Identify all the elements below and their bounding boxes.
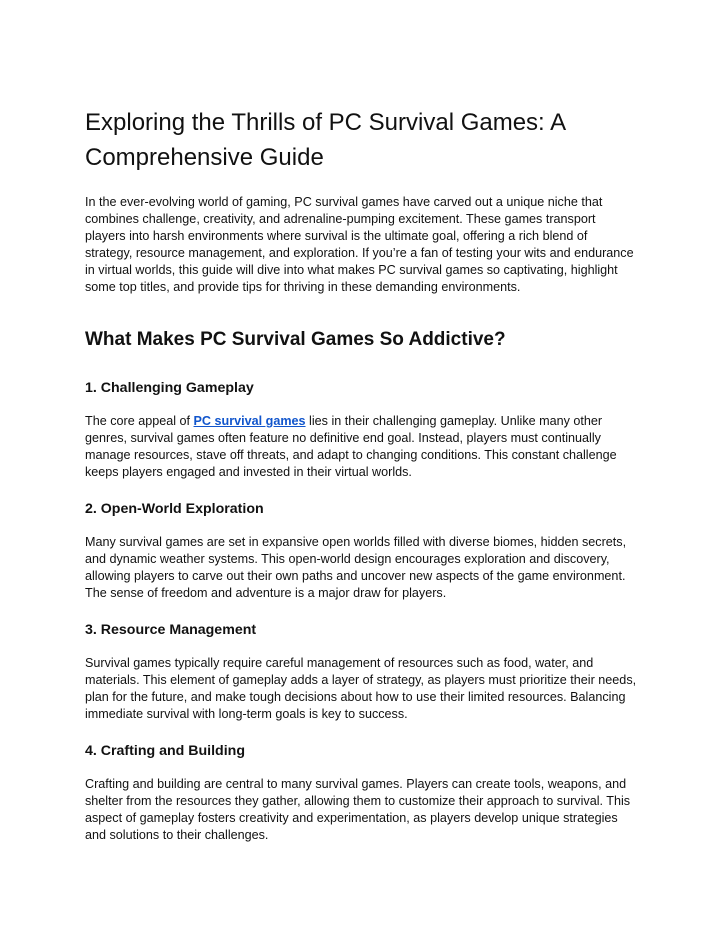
pc-survival-games-link[interactable]: PC survival games [193,414,306,428]
paragraph-crafting-and-building: Crafting and building are central to many survival games. Players can create tools, weapons, and shelter from the resources they gather, allowing them to customize their approach to survival. This aspect of gameplay fosters creativity and experimentation, as players develop unique strategies and solutions to their challenges. [85,777,631,842]
subsection-heading-crafting-and-building: 4. Crafting and Building [85,743,245,759]
subsection-heading-open-world-exploration: 2. Open-World Exploration [85,501,264,517]
document-page [85,105,637,844]
subsection-heading-challenging-gameplay: 1. Challenging Gameplay [85,380,254,396]
paragraph-open-world-exploration: Many survival games are set in expansive open worlds filled with diverse biomes, hidden secrets, and dynamic weather systems. This open-world design encourages exploration and discovery, allowing players to carve out their own paths and uncover new aspects of the game environment. The sense of freedom and adventure is a major draw for players. [85,535,627,600]
paragraph-challenging-gameplay [85,413,637,481]
paragraph-resource-management: Survival games typically require careful management of resources such as food, water, and materials. This element of gameplay adds a layer of strategy, as players must prioritize their needs, plan for the future, and make tough decisions about how to use their limited resources. Balancing immediate survival with long-term goals is key to success. [85,656,637,721]
document-title: Exploring the Thrills of PC Survival Games: A Comprehensive Guide [85,109,565,171]
intro-paragraph: In the ever-evolving world of gaming, PC survival games have carved out a unique niche that combines challenge, creativity, and adrenaline-pumping excitement. These games transport players into harsh environments where survival is the ultimate goal, offering a rich blend of strategy, resource management, and exploration. If you’re a fan of testing your wits and endurance in virtual worlds, this guide will dive into what makes PC survival games so captivating, highlight some top titles, and provide tips for thriving in these demanding environments. [85,195,634,294]
subsection-heading-resource-management: 3. Resource Management [85,622,257,638]
section-heading: What Makes PC Survival Games So Addictive? [85,329,506,350]
paragraph-text: The core appeal of [85,414,194,428]
paragraph-text: lies in their challenging gameplay. Unlike many other genres, survival games often feature no definitive end goal. Instead, players must continually manage resources, stave off threats, and adapt to changing conditions. This constant challenge keeps players engaged and invested in their virtual worlds. [85,414,617,479]
